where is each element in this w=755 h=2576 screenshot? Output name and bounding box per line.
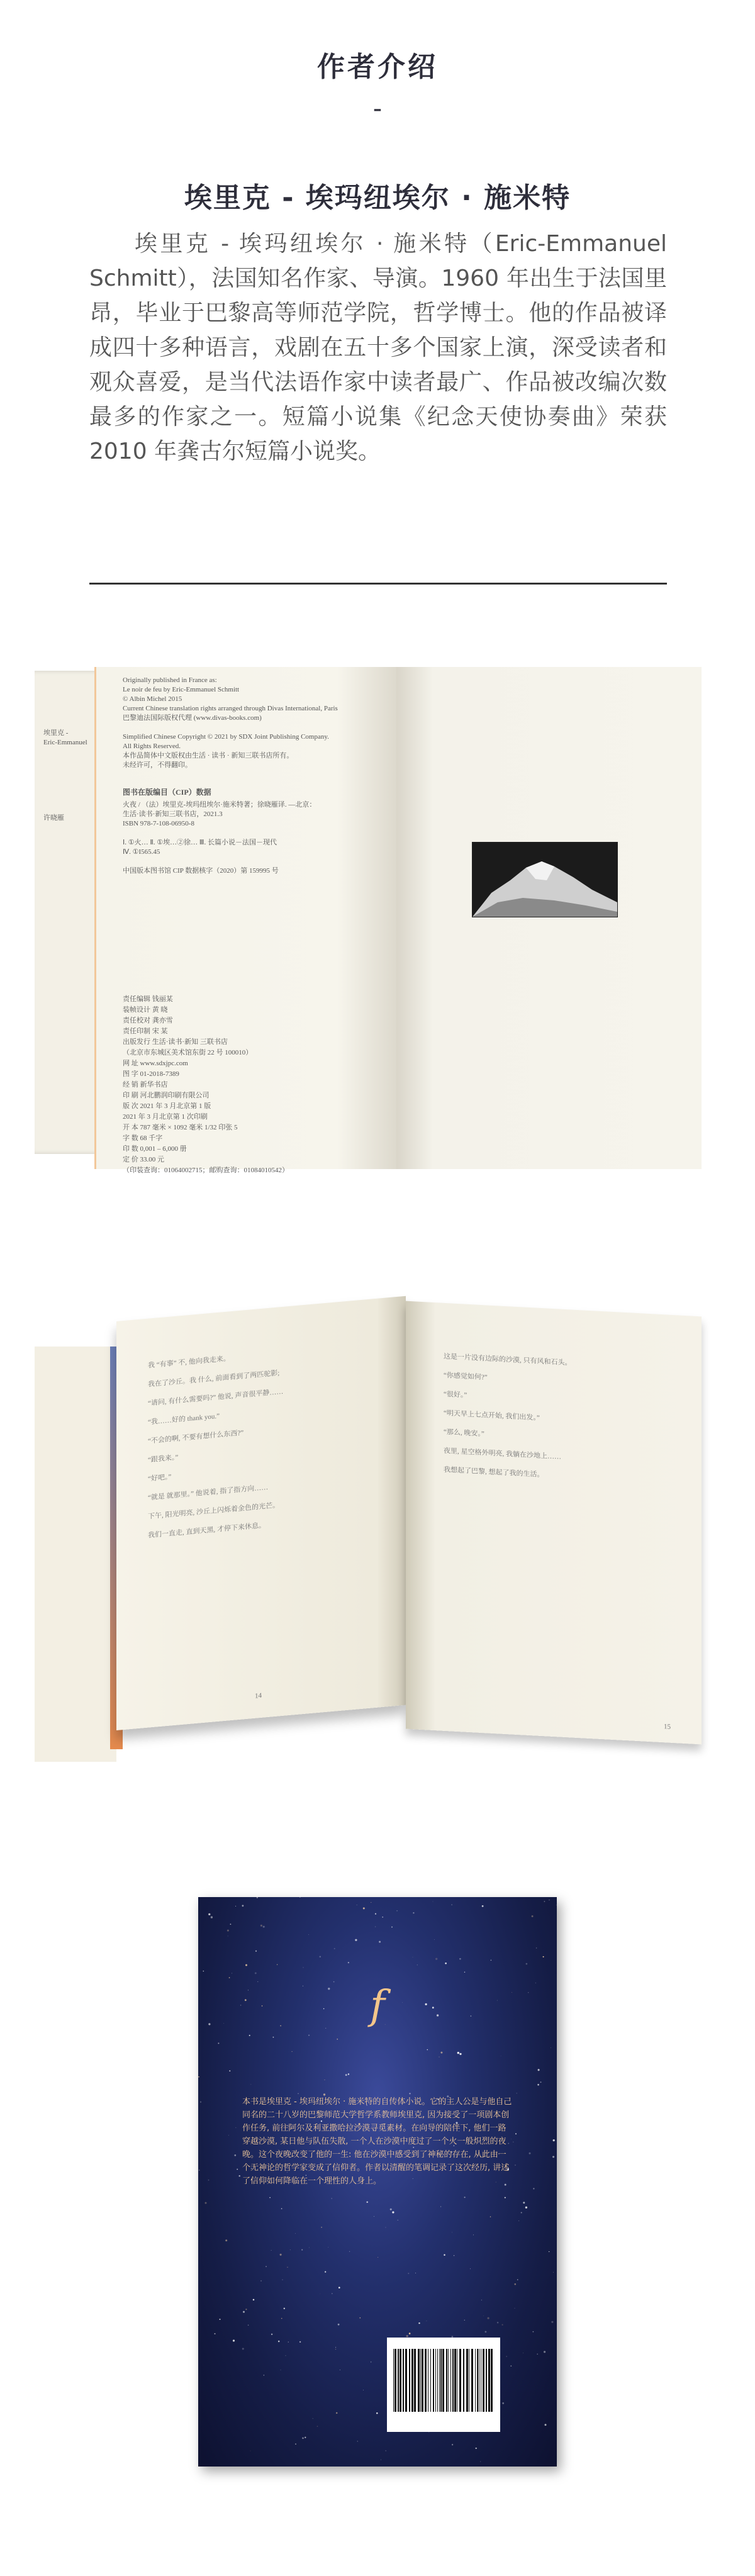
star	[255, 1951, 257, 1952]
text-line: 定 价 33.00 元	[123, 1156, 164, 1163]
star	[502, 2324, 503, 2326]
text-line: “很好。”	[444, 1390, 467, 1399]
text-line: 装帧设计 黄 晓	[123, 1006, 168, 1014]
barcode-bar	[471, 2349, 473, 2412]
star	[464, 1972, 465, 1973]
star	[528, 2153, 530, 2154]
back-cover	[198, 1897, 557, 2467]
text-line: 我想起了巴黎, 想起了我的生活。	[444, 1465, 544, 1479]
star	[432, 2007, 434, 2008]
cip-title: 图书在版编目（CIP）数据	[123, 788, 211, 797]
star	[476, 2448, 477, 2449]
star	[248, 2325, 249, 2326]
star	[328, 1988, 330, 1990]
barcode-bar	[459, 2349, 461, 2412]
star	[348, 2073, 349, 2075]
text-line: 经 销 新华书店	[123, 1081, 168, 1089]
star	[470, 2268, 471, 2269]
star	[533, 2188, 534, 2189]
book-underneath	[35, 1347, 116, 1762]
barcode-bar	[440, 2349, 442, 2412]
star	[413, 1912, 414, 1913]
star	[199, 2170, 200, 2171]
left-page-text	[148, 1335, 387, 1545]
divider	[89, 583, 667, 585]
star	[525, 2207, 527, 2209]
star	[260, 1925, 262, 1927]
star	[445, 1963, 447, 1964]
barcode-bar	[491, 2349, 493, 2412]
star	[321, 2227, 322, 2228]
barcode-bar	[475, 2349, 476, 2412]
star	[521, 2212, 522, 2213]
star	[235, 1906, 236, 1907]
text-line: 责任印制 宋 某	[123, 1028, 168, 1035]
author-bio: 埃里克 - 埃玛纽埃尔 · 施米特（Eric-Emmanuel Schmitt），法国知名作家、导演。1960 年出生于法国里昂，毕业于巴黎高等师范学院，哲学博士。他的作品被译成四十多种语言，戏剧在五十多个国家上演，深受读者和观众喜爱，是当代法语作家中读者最广、作品被改编次数最多的作家之一。短篇小说集《纪念天使协奏曲》荣获 2010 年龚古尔短篇小说奖。	[89, 231, 667, 464]
text-line: Ⅳ. ①I565.45	[123, 848, 160, 856]
text-line: All Rights Reserved.	[123, 742, 181, 750]
text-line: 责任编辑 钱丽某	[123, 995, 173, 1003]
star	[250, 2084, 251, 2085]
star	[303, 1967, 304, 1968]
book-photo-reading-spread	[35, 1296, 720, 1781]
right-page-text	[444, 1347, 683, 1492]
star	[280, 2025, 281, 2027]
star	[502, 2402, 504, 2404]
star	[280, 2254, 282, 2256]
star	[452, 2444, 453, 2445]
star	[218, 2042, 219, 2044]
star	[406, 2335, 408, 2337]
text-line: “请问, 有什么需要吗?” 他说, 声音很平静……	[148, 1387, 284, 1408]
barcode-bar	[409, 2349, 410, 2412]
text-line: 未经许可，不得翻印。	[123, 761, 192, 769]
star	[271, 2334, 272, 2335]
star	[263, 1926, 265, 1928]
barcode-bar	[488, 2349, 490, 2412]
star	[208, 1913, 210, 1915]
text-line: ISBN 978-7-108-06950-8	[123, 820, 194, 827]
star	[490, 2216, 491, 2217]
star	[544, 2351, 545, 2353]
barcode	[387, 2338, 500, 2432]
star	[245, 1964, 247, 1966]
open-book-spread	[94, 667, 702, 1174]
barcode-bar	[400, 2349, 401, 2412]
text-line: Ⅰ. ①火… Ⅱ. ①埃…②徐… Ⅲ. 长篇小说－法国－现代	[123, 839, 277, 846]
star	[211, 1916, 213, 1918]
text-line: 开 本 787 毫米 × 1092 毫米 1/32 印张 5	[123, 1124, 238, 1131]
star	[375, 1926, 376, 1927]
text-line: “好吧。”	[148, 1473, 172, 1483]
text-line: 我在了沙丘。我 什么, 前面看到了两匹驼影;	[148, 1369, 280, 1389]
star	[409, 2093, 410, 2094]
text-line: 这是一片没有边际的沙漠, 只有风和石头。	[444, 1352, 572, 1367]
star	[291, 2051, 292, 2052]
star	[334, 1948, 335, 1949]
right-page	[406, 1301, 702, 1745]
text-line: Simplified Chinese Copyright © 2021 by SDX Joint Publishing Company.	[123, 733, 329, 741]
star	[301, 2249, 303, 2251]
barcode-bar	[403, 2349, 404, 2412]
text-line: 责任校对 龚亦雪	[123, 1017, 173, 1024]
star	[543, 1956, 544, 1957]
star	[533, 2331, 534, 2332]
text-line: 出版发行 生活·读书·新知 三联书店	[123, 1038, 228, 1046]
barcode-bar	[446, 2349, 447, 2412]
star	[459, 1958, 461, 1960]
star	[271, 2250, 272, 2251]
star	[392, 2211, 394, 2213]
star	[459, 2053, 461, 2055]
barcode-bar	[442, 2349, 444, 2412]
star	[208, 2023, 210, 2025]
barcode-bar	[483, 2349, 484, 2412]
star	[518, 2220, 519, 2221]
star	[537, 2354, 538, 2355]
star	[523, 2202, 525, 2204]
text-line: （北京市东城区美术馆东街 22 号 100010）	[123, 1049, 253, 1056]
star	[288, 2341, 289, 2342]
star	[480, 2461, 481, 2462]
star	[242, 1905, 243, 1907]
book-photo-copyright-page	[35, 659, 720, 1174]
text-line: Eric-Emmanuel	[43, 739, 87, 746]
star	[464, 2197, 466, 2198]
barcode-bar	[411, 2349, 413, 2412]
star	[551, 2321, 553, 2323]
star	[308, 1934, 309, 1935]
text-line	[123, 829, 387, 838]
blank-page-with-photo	[396, 667, 702, 1169]
colophon-block	[123, 994, 387, 1176]
star	[345, 2074, 347, 2076]
star	[203, 1971, 204, 1972]
barcode-bar	[439, 2349, 440, 2412]
text-line	[123, 857, 387, 866]
text-line: “那么, 晚安。”	[444, 1428, 484, 1438]
star	[233, 2339, 235, 2341]
star	[290, 2249, 291, 2250]
barcode-bar	[450, 2349, 451, 2412]
star	[302, 2438, 304, 2439]
text-line: 图 字 01-2018-7389	[123, 1070, 179, 1078]
star	[295, 2443, 296, 2444]
star	[238, 2175, 240, 2176]
star	[229, 1977, 230, 1978]
star	[497, 2000, 498, 2001]
star	[273, 2037, 274, 2038]
star	[257, 1897, 258, 1898]
star	[473, 2234, 474, 2235]
star	[335, 2347, 336, 2348]
star	[444, 2254, 445, 2255]
star	[260, 2280, 261, 2281]
barcode-bar	[430, 2349, 431, 2412]
star	[390, 2209, 392, 2210]
star	[320, 2293, 321, 2294]
text-line: 下午, 阳光明亮, 沙丘上闪烁着金色的光芒。	[148, 1501, 279, 1521]
star	[482, 1905, 484, 1907]
star	[553, 2272, 554, 2273]
star	[360, 2317, 361, 2319]
star	[506, 2356, 507, 2357]
page-number-left: 14	[255, 1691, 262, 1700]
text-line: Le noir de feu by Eric-Emmanuel Schmitt	[123, 686, 240, 693]
star	[242, 2348, 244, 2349]
star	[417, 1964, 418, 1965]
text-line: 巴黎迪法国际版权代理 (www.divas-books.com)	[123, 714, 262, 722]
text-line: 本作品简体中文版权由生活 · 读书 · 新知三联书店所有。	[123, 752, 294, 759]
star	[299, 1897, 301, 1898]
text-line: “明天早上七点开始, 我们出发。”	[444, 1409, 540, 1422]
barcode-bar	[437, 2349, 438, 2412]
star	[208, 2180, 210, 2181]
star	[225, 2239, 227, 2241]
star	[366, 2201, 368, 2203]
star	[299, 2341, 301, 2343]
star	[515, 2133, 517, 2134]
barcode-bar	[452, 2349, 454, 2412]
cover-glyph: f	[370, 1982, 385, 2029]
star	[532, 1915, 534, 1917]
star	[348, 1962, 349, 1963]
star	[229, 2070, 230, 2071]
text-line: “跟我来。”	[148, 1453, 179, 1464]
star	[471, 2015, 472, 2017]
barcode-bar	[418, 2349, 420, 2412]
barcode-bar	[425, 2349, 427, 2412]
star	[228, 2135, 229, 2136]
text-line: 生活·读书·新知三联书店，2021.3	[123, 810, 223, 818]
star	[440, 2206, 441, 2207]
star	[205, 2202, 207, 2204]
star	[257, 1981, 258, 1982]
back-cover-blurb: 本书是埃里克 - 埃玛纽埃尔 · 施米特的自传体小说。它的主人公是与他自己同名的二十八岁的巴黎师范大学哲学系教师埃里克, 因为接受了一项剧本创作任务, 前往阿尔及利亚撒哈拉沙漠寻觅素材。在向导的陪伴下, 他们一路穿越沙漠, 某日他与队伍失散, 一个人在沙漠中度过了一个火一般炽烈的夜晚。这个夜晚改变了他的一生: 他在沙漠中感受到了神秘的存在, 从此由一个无神论的哲学家变成了信仰者。作者以清醒的笔调记录了这次经历, 讲述了信仰如何降临在一个理性的人身上。	[242, 2097, 512, 2186]
star	[338, 2324, 340, 2326]
star	[379, 1941, 381, 1943]
star	[418, 2322, 420, 2324]
star	[437, 2014, 439, 2016]
star	[540, 2081, 542, 2083]
star	[249, 2035, 250, 2036]
star	[391, 1927, 393, 1928]
copyright-page	[94, 667, 398, 1174]
barcode-bar	[477, 2349, 478, 2412]
star	[237, 2169, 238, 2170]
text-line: 我 “有事” 不, 他向我走来。	[148, 1355, 230, 1370]
star	[305, 2437, 306, 2438]
barcode-bar	[448, 2349, 449, 2412]
star	[235, 2127, 236, 2128]
barcode-bar	[463, 2349, 464, 2412]
barcode-bar	[435, 2349, 436, 2412]
text-line: 火夜 / （法）埃里克-埃玛纽埃尔·施米特著；徐晓雁译. —北京：	[123, 801, 316, 809]
text-line: 版 次 2021 年 3 月北京第 1 版	[123, 1102, 211, 1110]
cip-block	[123, 800, 387, 876]
author-name: 埃里克 - 埃玛纽埃尔 · 施米特	[184, 182, 571, 214]
star	[325, 2271, 326, 2272]
star	[434, 1939, 435, 1940]
star	[552, 2156, 554, 2158]
text-line: 印 刷 河北鹏润印刷有限公司	[123, 1092, 210, 1099]
barcode-bar	[422, 2349, 423, 2412]
star	[544, 1901, 545, 1902]
barcode-bar	[454, 2349, 456, 2412]
star	[284, 2308, 285, 2309]
star	[220, 2319, 221, 2320]
star	[320, 1956, 322, 1958]
star	[537, 2084, 539, 2086]
star	[464, 2320, 465, 2321]
star	[332, 2293, 333, 2294]
star	[349, 2251, 350, 2252]
barcode-bar	[486, 2349, 487, 2412]
star	[517, 2279, 518, 2280]
text-line: 埃里克 -	[43, 729, 69, 737]
text-line: Originally published in France as:	[123, 676, 217, 684]
text-line: 2021 年 3 月北京第 1 次印刷	[123, 1113, 208, 1121]
star	[382, 1917, 383, 1918]
copyright-block	[123, 676, 387, 770]
text-line: （印装查询：01064002715；邮购查询：01084010542）	[123, 1167, 289, 1174]
star	[545, 2424, 547, 2426]
text-line: 许晓雁	[43, 814, 64, 822]
star	[375, 1913, 376, 1915]
star	[281, 2208, 282, 2209]
text-line: “不会的啊, 不要有想什么东西?”	[148, 1429, 244, 1445]
star	[497, 2322, 499, 2324]
star	[255, 1972, 257, 1974]
star	[245, 2309, 247, 2310]
heading-dash: -	[372, 94, 383, 123]
section-heading: 作者介绍	[317, 51, 438, 83]
star	[198, 2076, 199, 2077]
barcode-bar	[414, 2349, 416, 2412]
star	[440, 2052, 442, 2054]
star	[427, 2049, 428, 2051]
barcode-bar	[394, 2349, 396, 2412]
star	[338, 2287, 340, 2288]
star	[514, 2283, 516, 2285]
text-line	[123, 723, 387, 732]
star	[253, 2299, 255, 2301]
star	[245, 1999, 247, 2001]
text-line: 印 数 0,001 – 6,000 册	[123, 1145, 187, 1153]
star	[505, 2197, 506, 2198]
mountain-photo	[472, 842, 618, 917]
text-line: © Albin Michel 2015	[123, 695, 182, 703]
star	[553, 2139, 555, 2141]
star	[408, 2273, 409, 2274]
star	[243, 2311, 245, 2313]
text-line: 夜里, 星空格外明亮, 我躺在沙地上……	[444, 1447, 561, 1461]
text-line: 中国版本图书馆 CIP 数据核字（2020）第 159995 号	[123, 867, 279, 875]
star	[323, 2008, 325, 2010]
star	[396, 1910, 398, 1912]
star	[488, 2317, 489, 2319]
star	[269, 2197, 270, 2198]
text-line: “就是 就那里。” 他说着, 指了指方向……	[148, 1483, 269, 1502]
text-line: 我们一直走, 直到天黑, 才停下来休息。	[148, 1521, 266, 1540]
star	[223, 2023, 224, 2024]
star	[200, 2101, 201, 2102]
star	[230, 1924, 232, 1925]
text-line: Current Chinese translation rights arranged through Divas International, Paris	[123, 705, 338, 712]
text-line: 字 数 68 千字	[123, 1134, 163, 1142]
star	[278, 2341, 280, 2343]
star	[363, 1907, 365, 1909]
star	[402, 2002, 403, 2003]
book-photo-back-cover	[198, 1897, 557, 2467]
star	[538, 2069, 540, 2071]
star	[287, 2267, 288, 2268]
text-line: 网 址 www.sdxjpc.com	[123, 1060, 188, 1067]
star	[336, 2412, 338, 2414]
barcode-bar	[466, 2349, 468, 2412]
barcode-bar	[433, 2349, 434, 2412]
star	[325, 2028, 326, 2029]
left-page	[116, 1296, 406, 1730]
star	[215, 2333, 216, 2334]
page-number-right: 15	[664, 1723, 671, 1731]
star	[409, 2332, 411, 2334]
star	[281, 2318, 282, 2319]
star	[435, 1958, 437, 1960]
star	[376, 2412, 378, 2414]
star	[536, 1947, 537, 1949]
star	[234, 2154, 236, 2156]
star	[317, 2426, 318, 2427]
text-line: “我……好的 thank you.”	[148, 1412, 220, 1426]
star	[355, 1939, 357, 1941]
star	[510, 2365, 512, 2366]
text-line: “你感觉如何?”	[444, 1371, 488, 1382]
barcode-bar	[420, 2349, 421, 2412]
barcode-bar	[393, 2349, 394, 2412]
star	[308, 2035, 310, 2036]
star	[333, 1981, 335, 1983]
star	[227, 1930, 229, 1932]
star	[484, 2331, 486, 2332]
barcode-bar	[405, 2349, 407, 2412]
star	[526, 1963, 528, 1965]
barcode-bar	[398, 2349, 399, 2412]
star	[457, 2052, 459, 2054]
star	[425, 2003, 427, 2005]
